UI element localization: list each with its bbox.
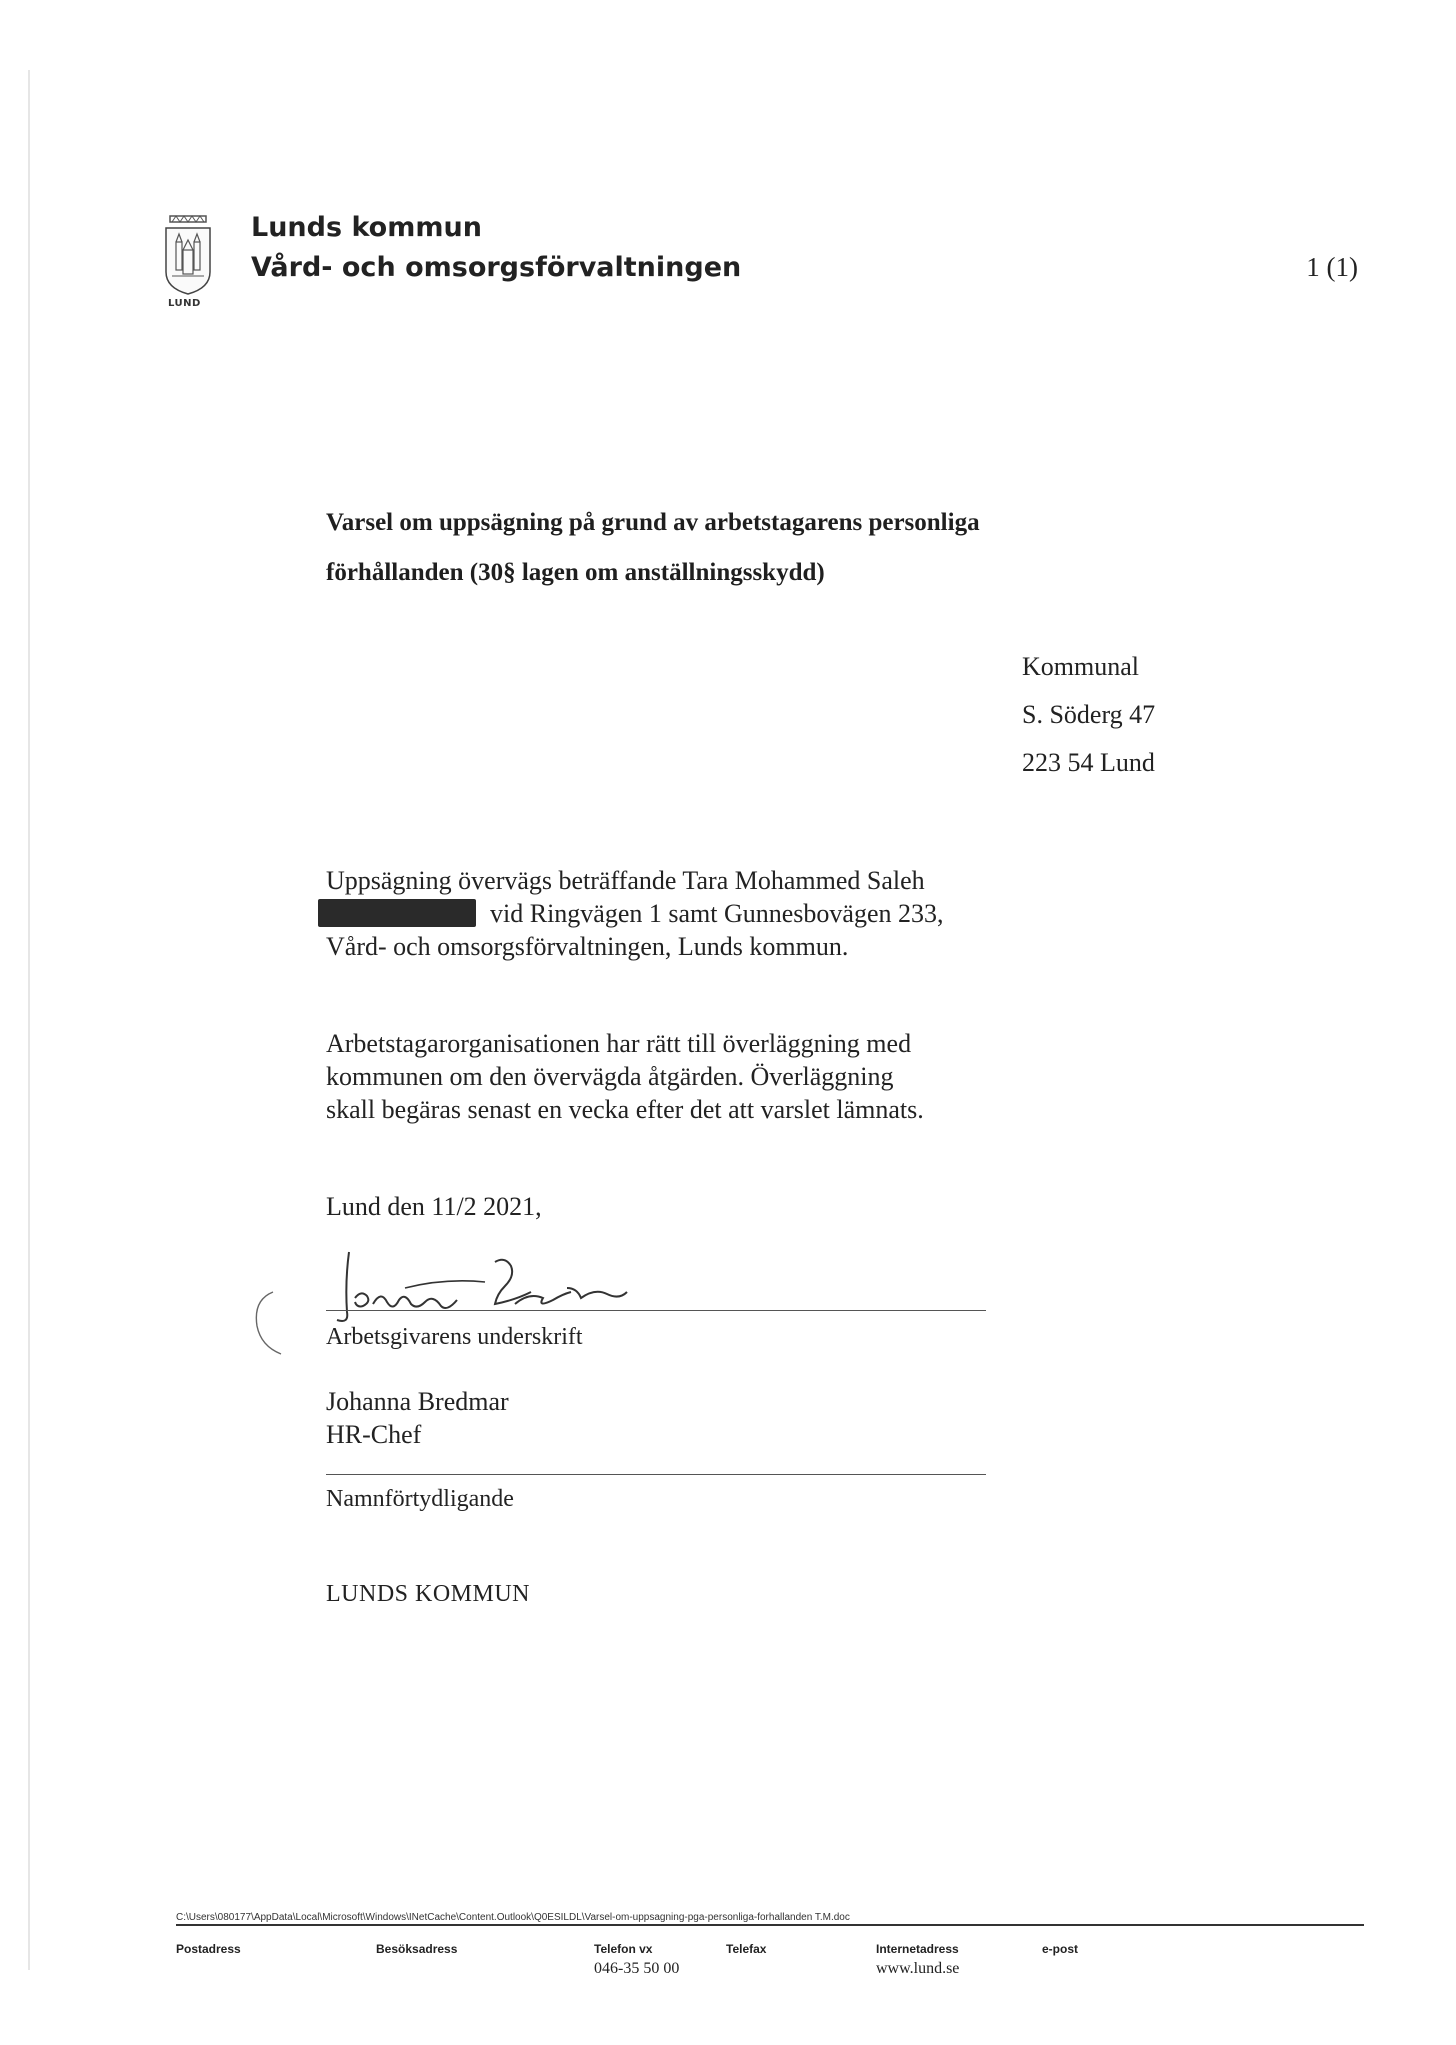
crest-icon — [160, 212, 216, 312]
footer-rule — [176, 1924, 1364, 1926]
redacted-block — [318, 899, 476, 927]
signer-name: Johanna Bredmar — [326, 1387, 509, 1416]
footer-postadress-label: Postadress — [176, 1942, 241, 1956]
paragraph-1-line-1: Uppsägning övervägs beträffande Tara Mohammed Saleh — [326, 866, 925, 895]
signing-organization: LUNDS KOMMUN — [326, 1581, 531, 1607]
date-line: Lund den 11/2 2021, — [326, 1192, 542, 1221]
paragraph-2-line-1: Arbetstagarorganisationen har rätt till överläggning med — [326, 1029, 912, 1058]
footer-telefax-label: Telefax — [726, 1942, 767, 1956]
recipient-city: 223 54 Lund — [1022, 748, 1155, 777]
logo-caption: LUND — [168, 298, 201, 309]
org-name: Lunds kommun — [251, 212, 482, 243]
clarification-line — [326, 1474, 986, 1475]
footer-internet-label: Internetadress — [876, 1942, 959, 1956]
signature-caption: Arbetsgivarens underskrift — [326, 1324, 583, 1350]
paragraph-1-line-3: Vård- och omsorgsförvaltningen, Lunds kommun. — [326, 932, 849, 961]
signature-line — [326, 1310, 986, 1311]
footer-telefon-value: 046-35 50 00 — [594, 1960, 680, 1977]
clarification-caption: Namnförtydligande — [326, 1486, 514, 1512]
footer-epost-label: e-post — [1042, 1942, 1078, 1956]
footer-telefon-label: Telefon vx — [594, 1942, 653, 1956]
department-name: Vård- och omsorgsförvaltningen — [251, 252, 742, 283]
paragraph-1-line-2: vid Ringvägen 1 samt Gunnesbovägen 233, — [490, 899, 944, 928]
recipient-name: Kommunal — [1022, 652, 1139, 681]
signer-role: HR-Chef — [326, 1420, 422, 1449]
paragraph-2-line-2: kommunen om den övervägda åtgärden. Överläggning — [326, 1062, 894, 1091]
document-title-line-1: Varsel om uppsägning på grund av arbetstagarens personliga — [326, 509, 980, 536]
lund-coat-of-arms-logo — [160, 212, 216, 312]
document-title-line-2: förhållanden (30§ lagen om anställningsskydd) — [326, 559, 825, 586]
recipient-street: S. Söderg 47 — [1022, 700, 1156, 729]
scan-edge — [28, 70, 30, 1970]
footer-besoksadress-label: Besöksadress — [376, 1942, 458, 1956]
page-number: 1 (1) — [1306, 252, 1358, 282]
file-path: C:\Users\080177\AppData\Local\Microsoft\Windows\INetCache\Content.Outlook\Q0ESILDL\Varsel-om-uppsagning-pga-personliga-forhallanden T.M.doc — [176, 1912, 850, 1923]
footer-internet-value: www.lund.se — [876, 1960, 960, 1977]
paragraph-2-line-3: skall begäras senast en vecka efter det att varslet lämnats. — [326, 1095, 924, 1124]
